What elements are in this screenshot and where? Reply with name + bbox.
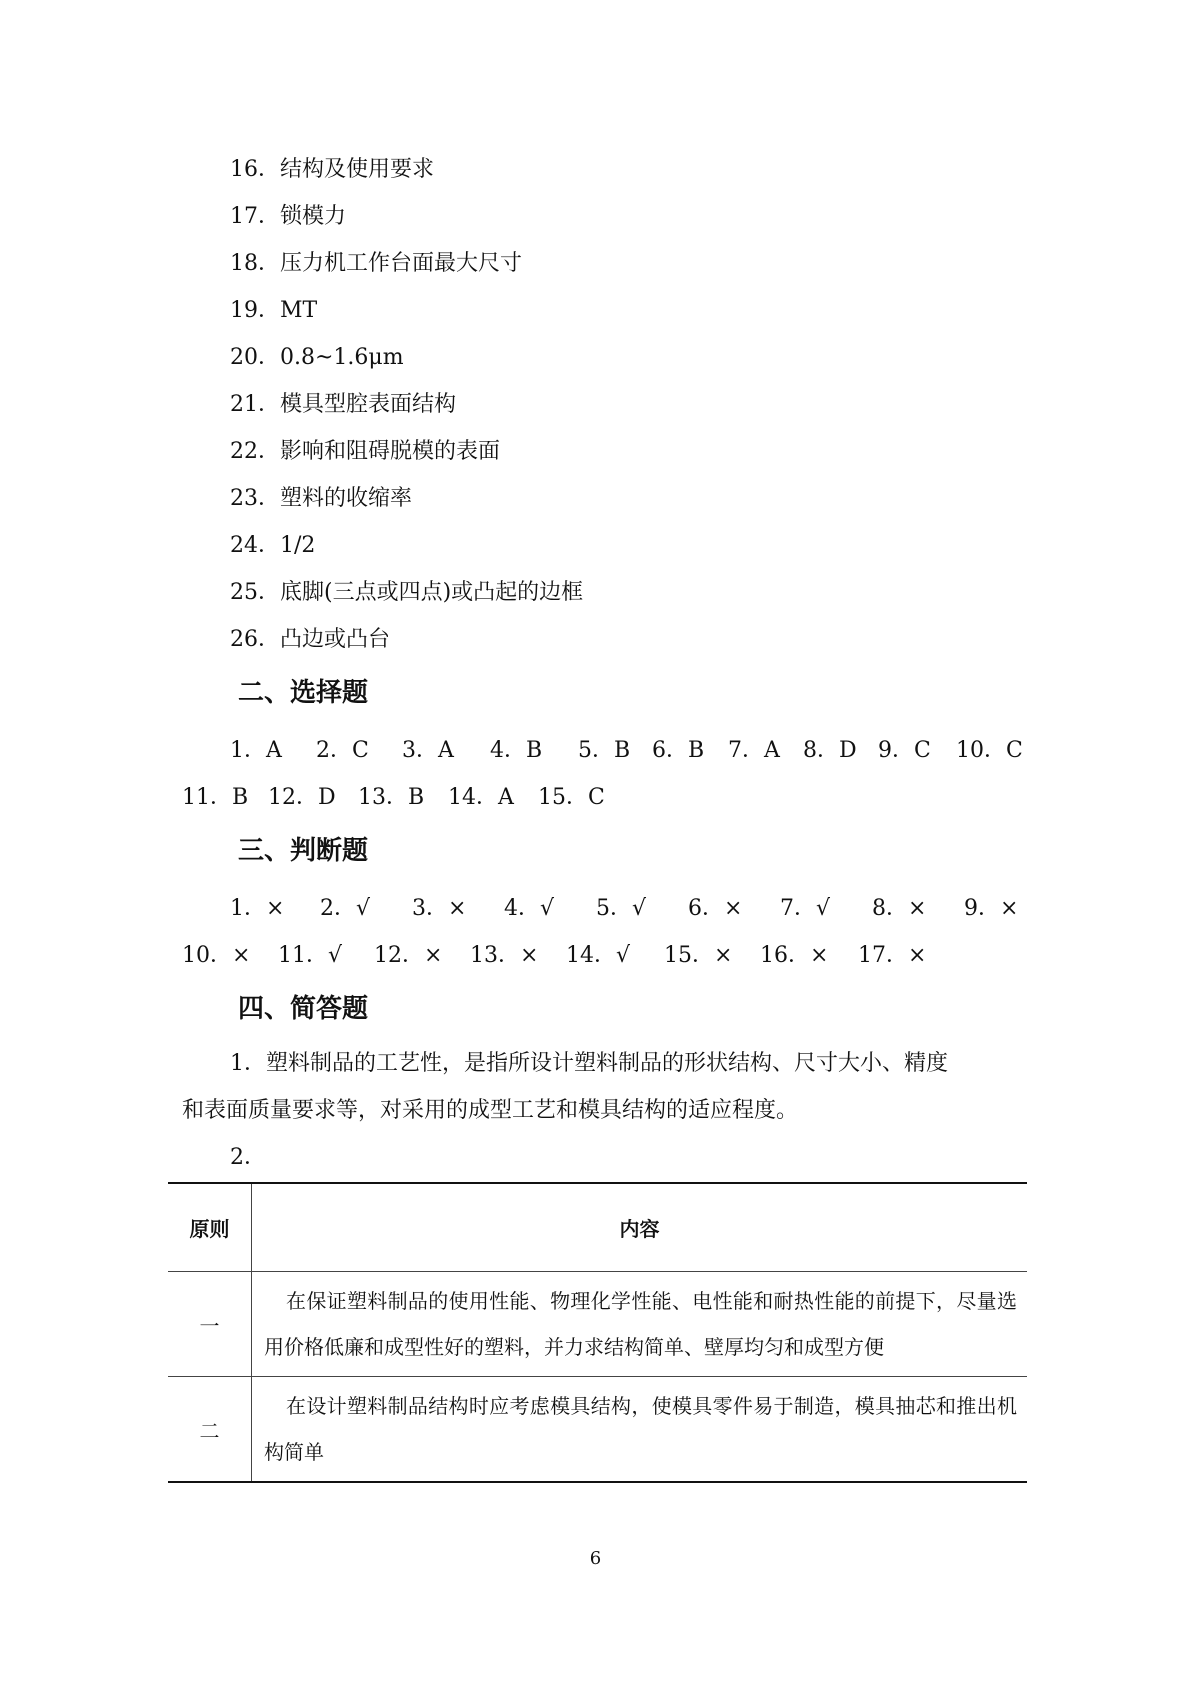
choice-answers-line-2 [0,778,1191,818]
fill-answer-20: 20．0.8~1.6μm [230,345,404,370]
judge-answer: 12．× [374,943,443,968]
judge-answer: 2．√ [320,896,371,921]
principles-table [168,1182,1027,1483]
judge-answer: 14．√ [566,943,631,968]
fill-answer-23: 23．塑料的收缩率 [230,486,412,511]
choice-answer: 8．D [803,738,857,763]
choice-answer: 9．C [878,738,931,763]
choice-answer: 2．C [316,738,369,763]
principle-cell: 二 [168,1377,252,1483]
judge-answers-line-2 [0,936,1191,976]
judge-answer: 16．× [760,943,829,968]
short-answer-2-label: 2． [230,1145,266,1170]
judge-answer: 11．√ [278,943,343,968]
principle-cell: 一 [168,1272,252,1377]
short-answer-1-line-1: 1．塑料制品的工艺性，是指所设计塑料制品的形状结构、尺寸大小、精度 [230,1051,948,1076]
fill-answer-16: 16．结构及使用要求 [230,157,434,182]
page-number: 6 [589,1548,602,1569]
choice-answer: 5．B [578,738,631,763]
choice-answer: 12．D [268,785,336,810]
table-row [168,1377,1027,1483]
column-header-principle: 原则 [168,1183,252,1272]
judge-answers-line-1 [0,889,1191,929]
fill-answer-21: 21．模具型腔表面结构 [230,392,456,417]
judge-section-heading: 三、判断题 [238,836,369,866]
judge-answer: 5．√ [596,896,647,921]
fill-answer-19: 19．MT [230,298,318,323]
fill-answer-26: 26．凸边或凸台 [230,627,390,652]
fill-answer-17: 17．锁模力 [230,204,346,229]
choice-answer: 13．B [358,785,425,810]
judge-answer: 9．× [964,896,1019,921]
choice-answer: 7．A [728,738,780,763]
fill-in-answers-list [230,150,583,667]
choice-answer: 11．B [182,785,249,810]
choice-answer: 15．C [538,785,605,810]
fill-answer-25: 25．底脚(三点或四点)或凸起的边框 [230,580,584,605]
choice-answer: 3．A [402,738,454,763]
content-cell: 在保证塑料制品的使用性能、物理化学性能、电性能和耐热性能的前提下，尽量选用价格低廉和成型性好的塑料，并力求结构简单、壁厚均匀和成型方便 [252,1272,1028,1377]
fill-answer-18: 18．压力机工作台面最大尺寸 [230,251,522,276]
judge-answer: 15．× [664,943,733,968]
fill-answer-22: 22．影响和阻碍脱模的表面 [230,439,500,464]
choice-answer: 1．A [230,738,282,763]
judge-answer: 13．× [470,943,539,968]
content-cell: 在设计塑料制品结构时应考虑模具结构，使模具零件易于制造，模具抽芯和推出机构简单 [264,1394,1017,1464]
choice-answer: 14．A [448,785,514,810]
choice-answers-line-1 [0,731,1191,771]
short-answer-section-heading: 四、简答题 [238,994,369,1024]
choice-section-heading: 二、选择题 [238,678,369,708]
judge-answer: 6．× [688,896,743,921]
judge-answer: 8．× [872,896,927,921]
judge-answer: 17．× [858,943,927,968]
judge-answer: 4．√ [504,896,555,921]
judge-answer: 7．√ [780,896,831,921]
table-row [168,1272,1027,1377]
choice-answer: 6．B [652,738,705,763]
judge-answer: 10．× [182,943,251,968]
fill-answer-24: 24．1/2 [230,533,316,558]
choice-answer: 10．C [956,738,1023,763]
judge-answer: 3．× [412,896,467,921]
choice-answer: 4．B [490,738,543,763]
table-header-row [168,1183,1027,1272]
column-header-content: 内容 [252,1183,1028,1272]
short-answer-1-line-2: 和表面质量要求等，对采用的成型工艺和模具结构的适应程度。 [182,1098,799,1123]
judge-answer: 1．× [230,896,285,921]
